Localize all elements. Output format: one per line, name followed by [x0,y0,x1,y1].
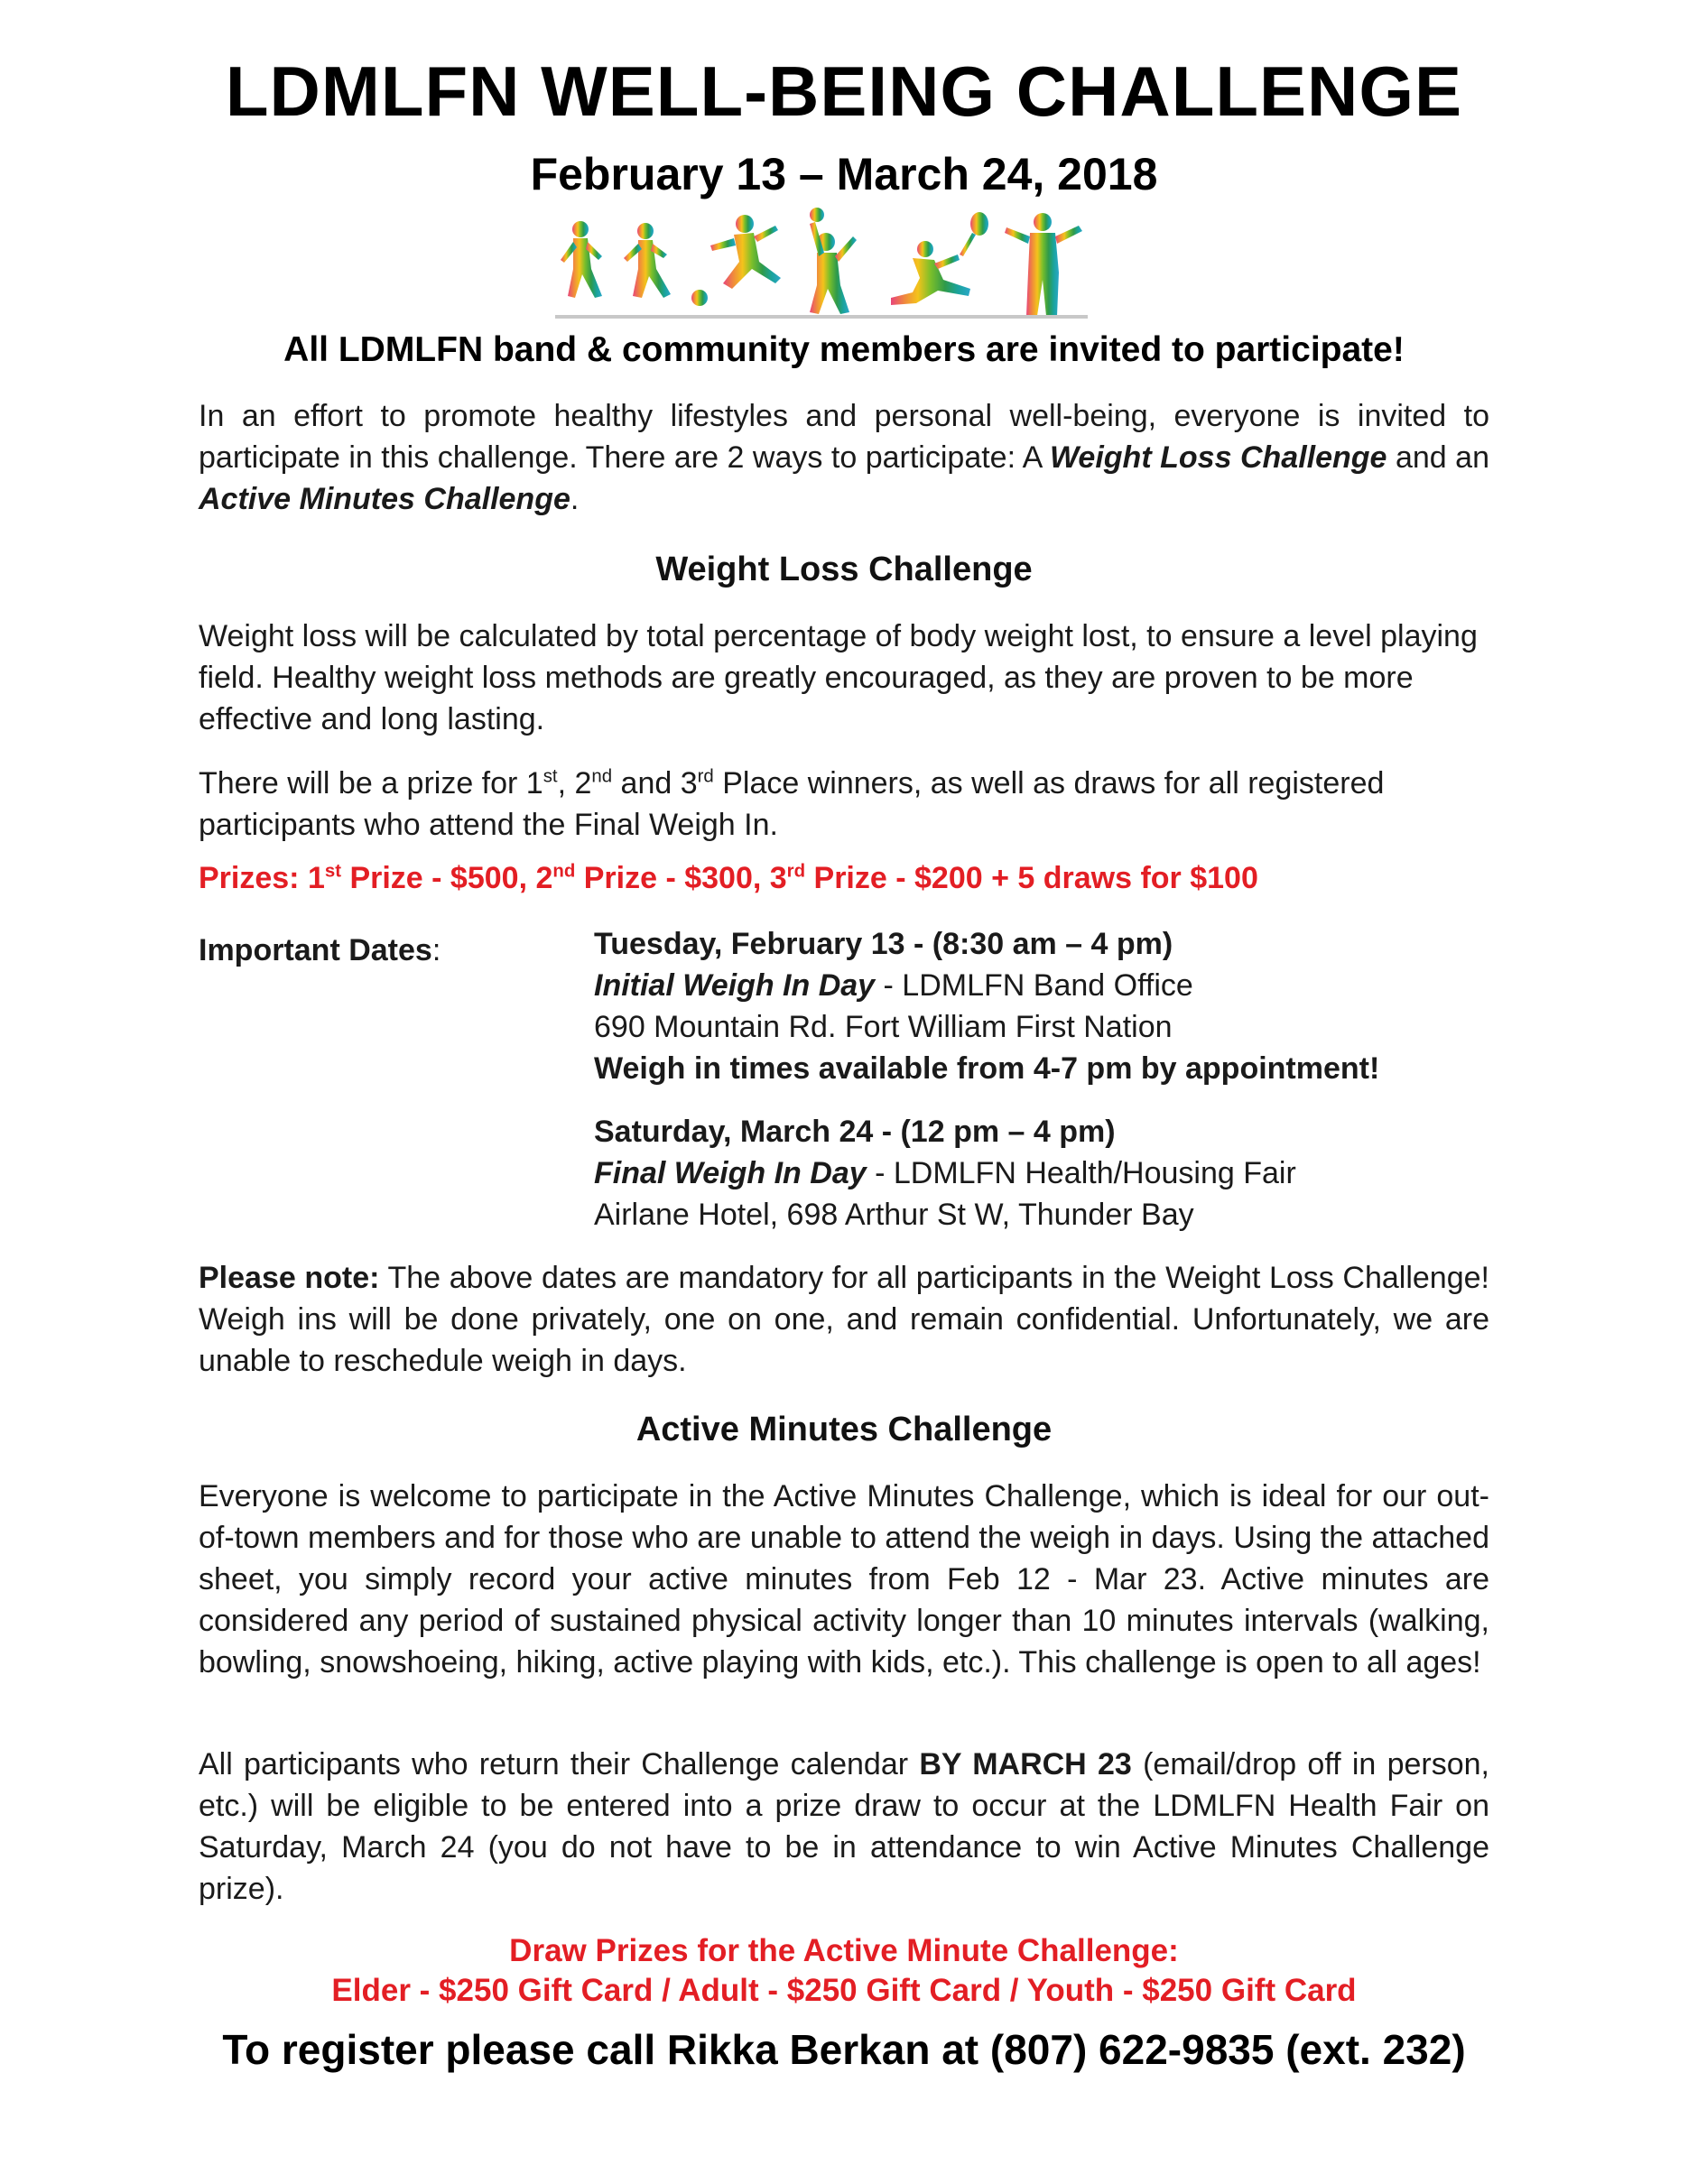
active-minutes-heading: Active Minutes Challenge [635,1411,1053,1448]
important-dates-text: Important Dates [199,933,432,967]
text-fragment: Prize - $500, 2 [341,861,553,895]
text-fragment: Prizes: 1 [199,861,325,895]
please-note-paragraph [199,1257,1489,1382]
prizes-line [199,863,1258,893]
intro-text: and an [1387,440,1489,475]
draw-prizes-list: Elder - $250 Gift Card / Adult - $250 Gift Card / Youth - $250 Gift Card [331,1973,1357,2008]
weight-loss-description: Weight loss will be calculated by total percentage of body weight lost, to ensure a level playing field. Healthy weight loss methods are greatly encouraged, as they are proven to be more effective and long lasting. [199,619,1478,736]
important-dates-label [199,935,441,966]
please-note-label: Please note: [199,1261,380,1295]
text-fragment: (email/drop off in person, etc.) will be eligible to be entered into a prize draw to occur at the LDMLFN Health Fair on Saturday, March 24 (you do not have to be in attendance to win Active Minutes Challenge prize). [199,1747,1489,1906]
text-fragment: Place winners, as well as draws for all registered participants who attend the Final Weigh In. [199,766,1385,842]
weight-loss-challenge-term: Weight Loss Challenge [1049,440,1387,475]
register-contact: To register please call Rikka Berkan at (807) 622-9835 (ext. 232) [222,2026,1466,2073]
final-weigh-in-block [594,1111,1497,1235]
ordinal-suffix: rd [697,766,714,787]
page-title: LDMLFN WELL-BEING CHALLENGE [225,51,1463,131]
text-fragment: , 2 [557,766,592,800]
active-minutes-description: Everyone is welcome to participate in the Active Minutes Challenge, which is ideal for our out-of-town members and for those who are unable to attend the weigh in days. Using the attached sheet, you simply record your active minutes from Feb 12 - Mar 23. Active minutes are considered any period of sustained physical activity longer than 10 minutes intervals (walking, bowling, snowshoeing, hiking, active playing with kids, etc.). This challenge is open to all ages! [199,1479,1489,1680]
calendar-return-paragraph [199,1744,1489,1910]
text-fragment: All participants who return their Challenge calendar [199,1747,920,1781]
ordinal-suffix: nd [552,861,576,882]
colon: : [431,933,441,967]
weight-loss-heading: Weight Loss Challenge [655,551,1033,588]
appointment-note: Weigh in times available from 4-7 pm by appointment! [594,1051,1380,1086]
active-minutes-challenge-term: Active Minutes Challenge [199,482,570,516]
ordinal-suffix: rd [786,861,806,882]
intro-text: . [570,482,580,516]
ordinal-suffix: st [543,766,558,787]
event-line [594,965,1497,1006]
text-fragment: and 3 [612,766,698,800]
date-line: Saturday, March 24 - (12 pm – 4 pm) [594,1115,1116,1149]
date-line: Tuesday, February 13 - (8:30 am – 4 pm) [594,927,1173,961]
placement-prizes-paragraph [199,763,1489,846]
text-fragment: Prize - $300, 3 [575,861,787,895]
event-name: Initial Weigh In Day [594,968,876,1003]
event-name: Final Weigh In Day [594,1156,867,1190]
address-line: 690 Mountain Rd. Fort William First Nation [594,1010,1173,1044]
intro-paragraph [199,395,1489,520]
invite-headline: All LDMLFN band & community members are invited to participate! [283,330,1405,369]
text-fragment: Prize - $200 + 5 draws for $100 [805,861,1258,895]
athletes-silhouettes-banner-icon [555,206,1088,323]
ordinal-suffix: nd [591,766,613,787]
ordinal-suffix: st [324,861,341,882]
deadline-text: BY MARCH 23 [919,1747,1132,1781]
address-line: Airlane Hotel, 698 Arthur St W, Thunder Bay [594,1198,1194,1232]
initial-weigh-in-block [594,923,1497,1089]
page-subtitle: February 13 – March 24, 2018 [530,149,1158,199]
draw-prizes-heading: Draw Prizes for the Active Minute Challenge: [509,1933,1179,1968]
intro-text: In an effort to promote healthy lifestyles and personal well-being, everyone is invited to participate in this challenge. There are 2 ways to participate: A [199,399,1489,475]
text-fragment: There will be a prize for 1 [199,766,543,800]
event-line [594,1152,1497,1194]
event-location: - LDMLFN Band Office [875,968,1193,1003]
please-note-text: The above dates are mandatory for all participants in the Weight Loss Challenge! Weigh ins will be done privately, one on one, and remain confidential. Unfortunately, we are unable to reschedule weigh in days. [199,1261,1489,1378]
event-location: - LDMLFN Health/Housing Fair [866,1156,1296,1190]
